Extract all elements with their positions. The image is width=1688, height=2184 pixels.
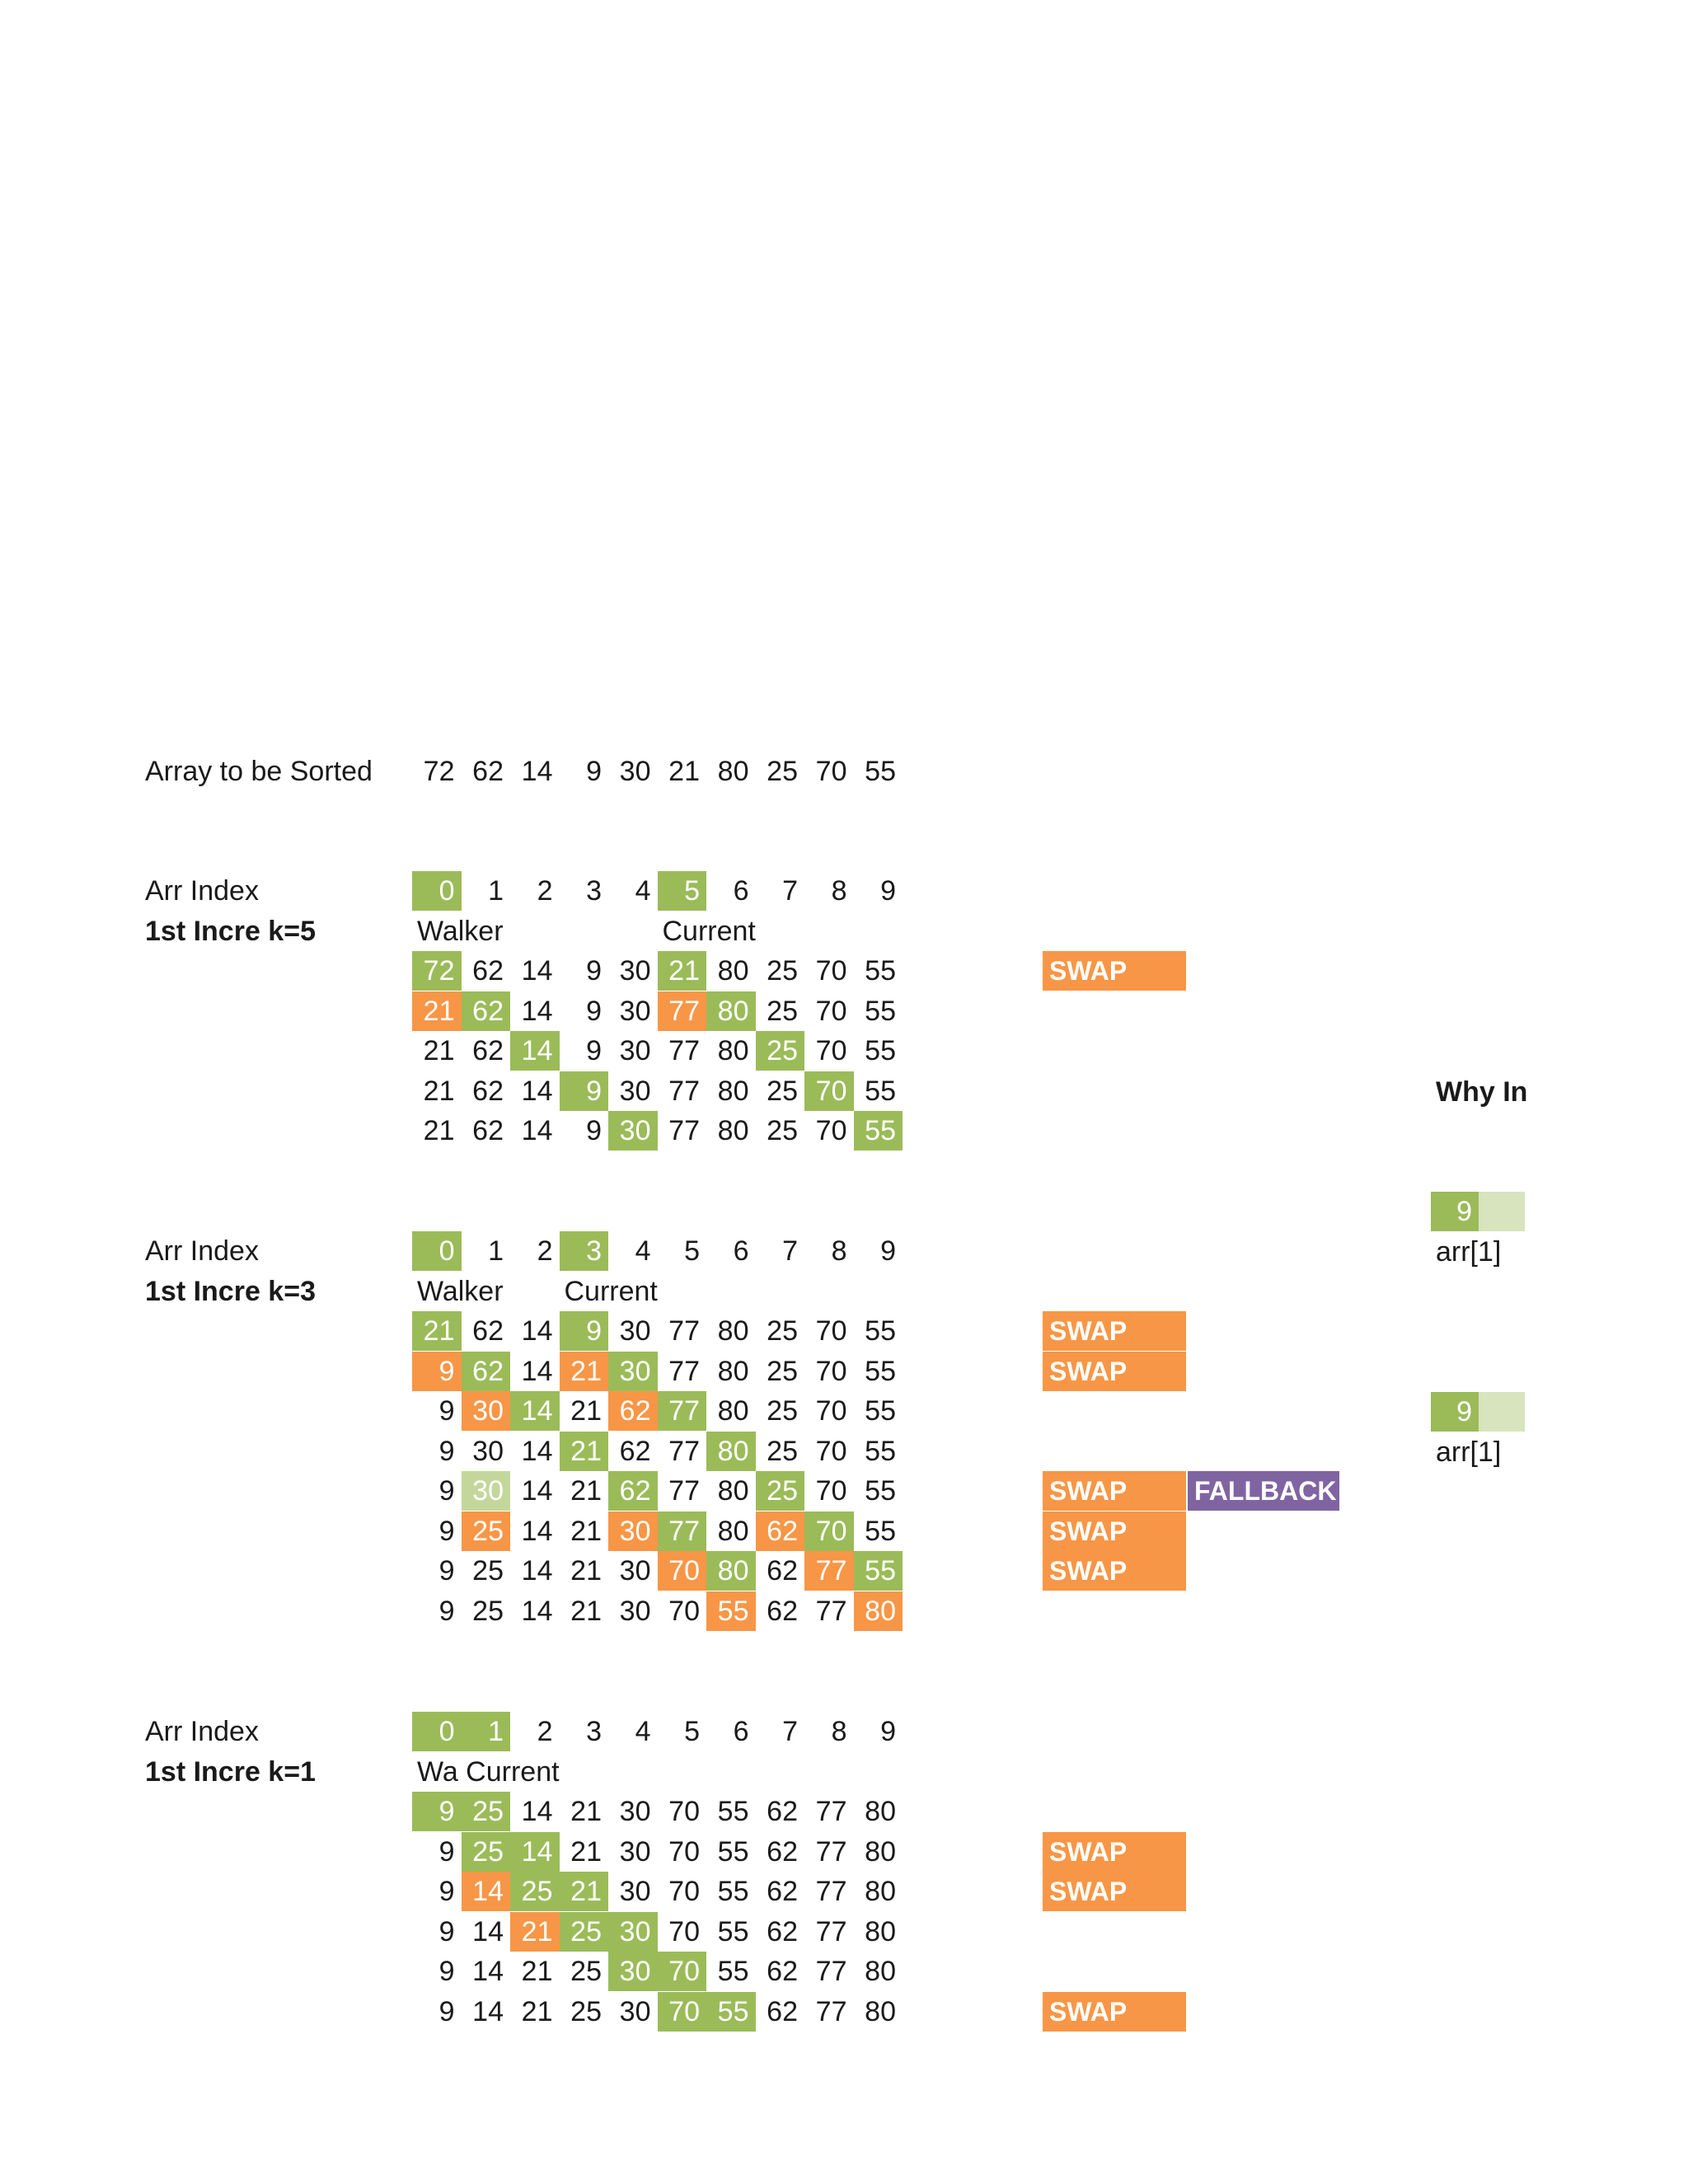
data-cell: 14 (521, 1595, 553, 1627)
data-cell: 25 (767, 1355, 798, 1387)
data-cell: 25 (767, 955, 798, 987)
data-cell: 80 (717, 1515, 749, 1547)
data-cell: 55 (865, 995, 896, 1027)
data-cell: 62 (608, 1391, 658, 1431)
data-cell: 55 (706, 1992, 756, 2032)
data-cell: 62 (472, 1075, 504, 1107)
data-cell: 21 (560, 1352, 609, 1391)
data-cell: 70 (815, 1115, 847, 1146)
index-cell: 3 (560, 1231, 609, 1271)
data-cell: 14 (521, 995, 553, 1027)
data-cell: 30 (619, 995, 651, 1027)
data-cell: 55 (854, 1551, 903, 1591)
data-cell: 55 (865, 1035, 896, 1066)
index-cell: 8 (831, 875, 847, 907)
data-cell: 62 (608, 1471, 658, 1511)
data-cell: 55 (854, 1111, 903, 1151)
swap-tag: SWAP (1043, 1352, 1186, 1391)
data-cell: 70 (668, 1915, 700, 1947)
data-cell: 25 (570, 1956, 602, 1987)
side-value-cell: 9 (1431, 1392, 1479, 1432)
data-cell: 62 (767, 1796, 798, 1827)
data-cell: 21 (560, 1872, 609, 1911)
data-cell: 9 (560, 1311, 609, 1351)
data-cell: 80 (865, 1835, 896, 1868)
data-cell: 9 (438, 1435, 455, 1467)
data-cell: 62 (472, 1035, 504, 1066)
data-cell: 9 (586, 995, 602, 1027)
side-light-cell (1479, 1192, 1525, 1231)
data-cell: 21 (510, 1912, 560, 1952)
data-cell: 14 (521, 1475, 553, 1507)
data-cell: 14 (521, 1555, 553, 1586)
data-cell: 70 (804, 1511, 854, 1551)
index-cell: 2 (537, 1716, 553, 1747)
swap-tag: SWAP (1043, 1471, 1186, 1511)
data-cell: 25 (767, 1435, 798, 1467)
data-cell: 77 (668, 1115, 700, 1146)
data-cell: 62 (767, 1876, 798, 1907)
data-cell: 21 (570, 1515, 602, 1547)
index-cell: 1 (488, 875, 504, 907)
data-cell: 55 (865, 1315, 896, 1347)
fallback-tag: FALLBACK (1188, 1471, 1339, 1511)
data-cell: 30 (619, 1995, 651, 2027)
side-caption: arr[1] (1436, 1436, 1502, 1468)
arr-index-label: Arr Index (145, 875, 259, 907)
why-in-label: Why In (1436, 1076, 1528, 1108)
swap-tag: SWAP (1043, 1511, 1186, 1551)
data-cell: 80 (865, 1796, 896, 1827)
data-cell: 70 (815, 1315, 847, 1347)
side-light-cell (1479, 1392, 1525, 1432)
data-cell: 62 (472, 955, 504, 987)
data-cell: 80 (717, 1315, 749, 1347)
data-cell: 9 (438, 1956, 455, 1987)
data-cell: 25 (767, 1075, 798, 1107)
array-value-cell: 62 (472, 756, 504, 787)
data-cell: 14 (521, 1435, 553, 1467)
data-cell: 77 (668, 1035, 700, 1066)
data-cell: 62 (767, 1915, 798, 1947)
data-cell: 77 (668, 1435, 700, 1467)
data-cell: 62 (756, 1511, 805, 1551)
swap-tag: SWAP (1043, 1311, 1186, 1351)
data-cell: 80 (717, 1115, 749, 1146)
data-cell: 77 (815, 1995, 847, 2027)
data-cell: 55 (717, 1915, 749, 1947)
index-cell: 8 (831, 1716, 847, 1747)
data-cell: 21 (423, 1115, 455, 1146)
array-value-cell: 80 (717, 756, 749, 787)
data-cell: 30 (619, 1315, 651, 1347)
data-cell: 77 (815, 1835, 847, 1868)
data-cell: 77 (668, 1315, 700, 1347)
data-cell: 62 (462, 991, 511, 1031)
data-cell: 21 (521, 1956, 553, 1987)
array-value-cell: 25 (767, 756, 798, 787)
data-cell: 14 (521, 955, 553, 987)
data-cell: 77 (658, 991, 707, 1031)
pointer-label: Current (662, 915, 756, 947)
data-cell: 25 (756, 1471, 805, 1511)
data-cell: 30 (619, 1555, 651, 1586)
index-cell: 7 (782, 875, 798, 907)
data-cell: 14 (472, 1995, 504, 2027)
data-cell: 30 (619, 1035, 651, 1066)
data-cell: 25 (767, 995, 798, 1027)
data-cell: 9 (586, 955, 602, 987)
arr-index-label: Arr Index (145, 1716, 259, 1747)
data-cell: 30 (462, 1471, 511, 1511)
data-cell: 70 (658, 1952, 707, 1991)
data-cell: 70 (668, 1796, 700, 1827)
data-cell: 77 (815, 1796, 847, 1827)
data-cell: 9 (438, 1915, 455, 1947)
data-cell: 55 (865, 1515, 896, 1547)
data-cell: 14 (521, 1315, 553, 1347)
index-cell: 3 (586, 875, 602, 907)
data-cell: 62 (767, 1995, 798, 2027)
data-cell: 55 (865, 1435, 896, 1467)
data-cell: 70 (668, 1876, 700, 1907)
data-cell: 14 (462, 1872, 511, 1911)
data-cell: 55 (865, 1075, 896, 1107)
data-cell: 70 (815, 995, 847, 1027)
data-cell: 14 (521, 1515, 553, 1547)
data-cell: 55 (865, 1475, 896, 1507)
data-cell: 30 (608, 1352, 658, 1391)
data-cell: 14 (521, 1355, 553, 1387)
data-cell: 55 (717, 1956, 749, 1987)
data-cell: 80 (706, 991, 756, 1031)
data-cell: 25 (472, 1595, 504, 1627)
data-cell: 30 (608, 1511, 658, 1551)
array-value-cell: 70 (815, 756, 847, 787)
pointer-label: Walker (417, 1275, 504, 1307)
data-cell: 9 (438, 1515, 455, 1547)
data-cell: 25 (462, 1792, 511, 1831)
swap-tag: SWAP (1043, 1872, 1186, 1911)
swap-tag: SWAP (1043, 1832, 1186, 1872)
pointer-label: Wa Current (417, 1755, 560, 1788)
data-cell: 21 (412, 991, 462, 1031)
index-cell: 5 (684, 1716, 700, 1747)
index-cell: 9 (880, 1716, 896, 1747)
data-cell: 70 (815, 1475, 847, 1507)
data-cell: 21 (658, 951, 707, 991)
data-cell: 25 (767, 1115, 798, 1146)
index-cell: 6 (733, 875, 749, 907)
data-cell: 80 (865, 1876, 896, 1907)
data-cell: 30 (608, 1912, 658, 1952)
data-cell: 21 (570, 1835, 602, 1868)
data-cell: 21 (570, 1475, 602, 1507)
array-title-label: Array to be Sorted (145, 756, 373, 787)
data-cell: 55 (717, 1835, 749, 1868)
index-cell: 8 (831, 1235, 847, 1267)
swap-tag: SWAP (1043, 951, 1186, 991)
index-cell: 6 (733, 1235, 749, 1267)
data-cell: 14 (472, 1956, 504, 1987)
data-cell: 55 (706, 1591, 756, 1631)
data-cell: 70 (815, 955, 847, 987)
array-value-cell: 55 (865, 756, 896, 787)
data-cell: 70 (815, 1035, 847, 1066)
data-cell: 77 (815, 1956, 847, 1987)
index-cell: 1 (488, 1235, 504, 1267)
data-cell: 30 (462, 1391, 511, 1431)
data-cell: 80 (717, 1395, 749, 1427)
data-cell: 9 (438, 1475, 455, 1507)
array-value-cell: 14 (521, 756, 553, 787)
data-cell: 21 (423, 1035, 455, 1066)
side-caption: arr[1] (1436, 1235, 1502, 1268)
data-cell: 14 (521, 1115, 553, 1146)
data-cell: 70 (804, 1071, 854, 1111)
data-cell: 70 (658, 1992, 707, 2032)
index-cell: 0 (412, 1231, 462, 1271)
data-cell: 77 (804, 1551, 854, 1591)
data-cell: 30 (608, 1111, 658, 1151)
data-cell: 25 (756, 1031, 805, 1071)
data-cell: 9 (438, 1555, 455, 1586)
index-cell: 9 (880, 1235, 896, 1267)
data-cell: 77 (815, 1915, 847, 1947)
data-cell: 62 (767, 1595, 798, 1627)
data-cell: 72 (412, 951, 462, 991)
data-cell: 77 (658, 1511, 707, 1551)
data-cell: 80 (854, 1591, 903, 1631)
data-cell: 9 (438, 1395, 455, 1427)
data-cell: 14 (510, 1031, 560, 1071)
data-cell: 70 (815, 1355, 847, 1387)
data-cell: 25 (462, 1832, 511, 1872)
array-value-cell: 72 (423, 756, 455, 787)
data-cell: 30 (619, 1876, 651, 1907)
data-cell: 55 (865, 955, 896, 987)
data-cell: 77 (658, 1391, 707, 1431)
data-cell: 70 (668, 1595, 700, 1627)
data-cell: 25 (462, 1511, 511, 1551)
data-cell: 70 (815, 1395, 847, 1427)
pass-label: 1st Incre k=3 (145, 1275, 316, 1307)
index-cell: 4 (635, 875, 651, 907)
data-cell: 21 (521, 1995, 553, 2027)
data-cell: 80 (865, 1956, 896, 1987)
data-cell: 62 (472, 1315, 504, 1347)
data-cell: 30 (472, 1435, 504, 1467)
data-cell: 55 (717, 1796, 749, 1827)
data-cell: 14 (510, 1391, 560, 1431)
data-cell: 62 (767, 1835, 798, 1868)
pointer-label: Walker (417, 915, 504, 947)
data-cell: 55 (865, 1355, 896, 1387)
data-cell: 25 (570, 1995, 602, 2027)
index-cell: 7 (782, 1716, 798, 1747)
index-cell: 9 (880, 875, 896, 907)
index-cell: 5 (658, 871, 707, 911)
data-cell: 21 (412, 1311, 462, 1351)
data-cell: 25 (472, 1555, 504, 1586)
data-cell: 21 (560, 1432, 609, 1471)
data-cell: 14 (521, 1796, 553, 1827)
data-cell: 80 (717, 1475, 749, 1507)
data-cell: 21 (570, 1395, 602, 1427)
data-cell: 80 (706, 1551, 756, 1591)
data-cell: 9 (438, 1876, 455, 1907)
data-cell: 9 (438, 1835, 455, 1868)
data-cell: 25 (560, 1912, 609, 1952)
data-cell: 80 (865, 1995, 896, 2027)
data-cell: 9 (586, 1115, 602, 1146)
data-cell: 70 (668, 1835, 700, 1868)
data-cell: 21 (570, 1595, 602, 1627)
data-cell: 77 (668, 1075, 700, 1107)
data-cell: 25 (767, 1395, 798, 1427)
data-cell: 14 (510, 1832, 560, 1872)
data-cell: 70 (815, 1435, 847, 1467)
index-cell: 2 (537, 1235, 553, 1267)
data-cell: 9 (560, 1071, 609, 1111)
data-cell: 62 (462, 1352, 511, 1391)
index-cell: 1 (462, 1712, 511, 1751)
data-cell: 30 (619, 1796, 651, 1827)
data-cell: 80 (717, 1035, 749, 1066)
data-cell: 9 (438, 1995, 455, 2027)
data-cell: 70 (658, 1551, 707, 1591)
swap-tag: SWAP (1043, 1992, 1186, 2032)
arr-index-label: Arr Index (145, 1235, 259, 1267)
data-cell: 80 (717, 1075, 749, 1107)
array-value-cell: 9 (586, 756, 602, 787)
data-cell: 55 (717, 1876, 749, 1907)
pass-label: 1st Incre k=1 (145, 1755, 316, 1788)
data-cell: 30 (608, 1952, 658, 1991)
index-cell: 0 (412, 871, 462, 911)
data-cell: 9 (586, 1035, 602, 1066)
data-cell: 77 (815, 1595, 847, 1627)
data-cell: 77 (668, 1355, 700, 1387)
index-cell: 2 (537, 875, 553, 907)
data-cell: 80 (706, 1432, 756, 1471)
index-cell: 4 (635, 1235, 651, 1267)
index-cell: 4 (635, 1716, 651, 1747)
data-cell: 77 (668, 1475, 700, 1507)
data-cell: 62 (767, 1956, 798, 1987)
data-cell: 14 (472, 1915, 504, 1947)
data-cell: 9 (412, 1792, 462, 1831)
data-cell: 30 (619, 1835, 651, 1868)
array-value-cell: 30 (619, 756, 651, 787)
data-cell: 30 (619, 1595, 651, 1627)
index-cell: 0 (412, 1712, 462, 1751)
pointer-label: Current (564, 1275, 658, 1307)
index-cell: 6 (733, 1716, 749, 1747)
data-cell: 14 (521, 1075, 553, 1107)
data-cell: 21 (423, 1075, 455, 1107)
pass-label: 1st Incre k=5 (145, 915, 316, 947)
data-cell: 62 (472, 1115, 504, 1146)
data-cell: 62 (619, 1435, 651, 1467)
array-value-cell: 21 (668, 756, 700, 787)
data-cell: 55 (865, 1395, 896, 1427)
data-cell: 25 (767, 1315, 798, 1347)
swap-tag: SWAP (1043, 1551, 1186, 1591)
data-cell: 77 (815, 1876, 847, 1907)
data-cell: 30 (619, 1075, 651, 1107)
data-cell: 9 (412, 1352, 462, 1391)
data-cell: 80 (865, 1915, 896, 1947)
side-value-cell: 9 (1431, 1192, 1479, 1231)
data-cell: 9 (438, 1595, 455, 1627)
index-cell: 5 (684, 1235, 700, 1267)
index-cell: 7 (782, 1235, 798, 1267)
index-cell: 3 (586, 1716, 602, 1747)
data-cell: 21 (570, 1555, 602, 1586)
data-cell: 80 (717, 1355, 749, 1387)
data-cell: 30 (619, 955, 651, 987)
data-cell: 21 (570, 1796, 602, 1827)
data-cell: 80 (717, 955, 749, 987)
data-cell: 62 (767, 1555, 798, 1586)
data-cell: 25 (510, 1872, 560, 1911)
